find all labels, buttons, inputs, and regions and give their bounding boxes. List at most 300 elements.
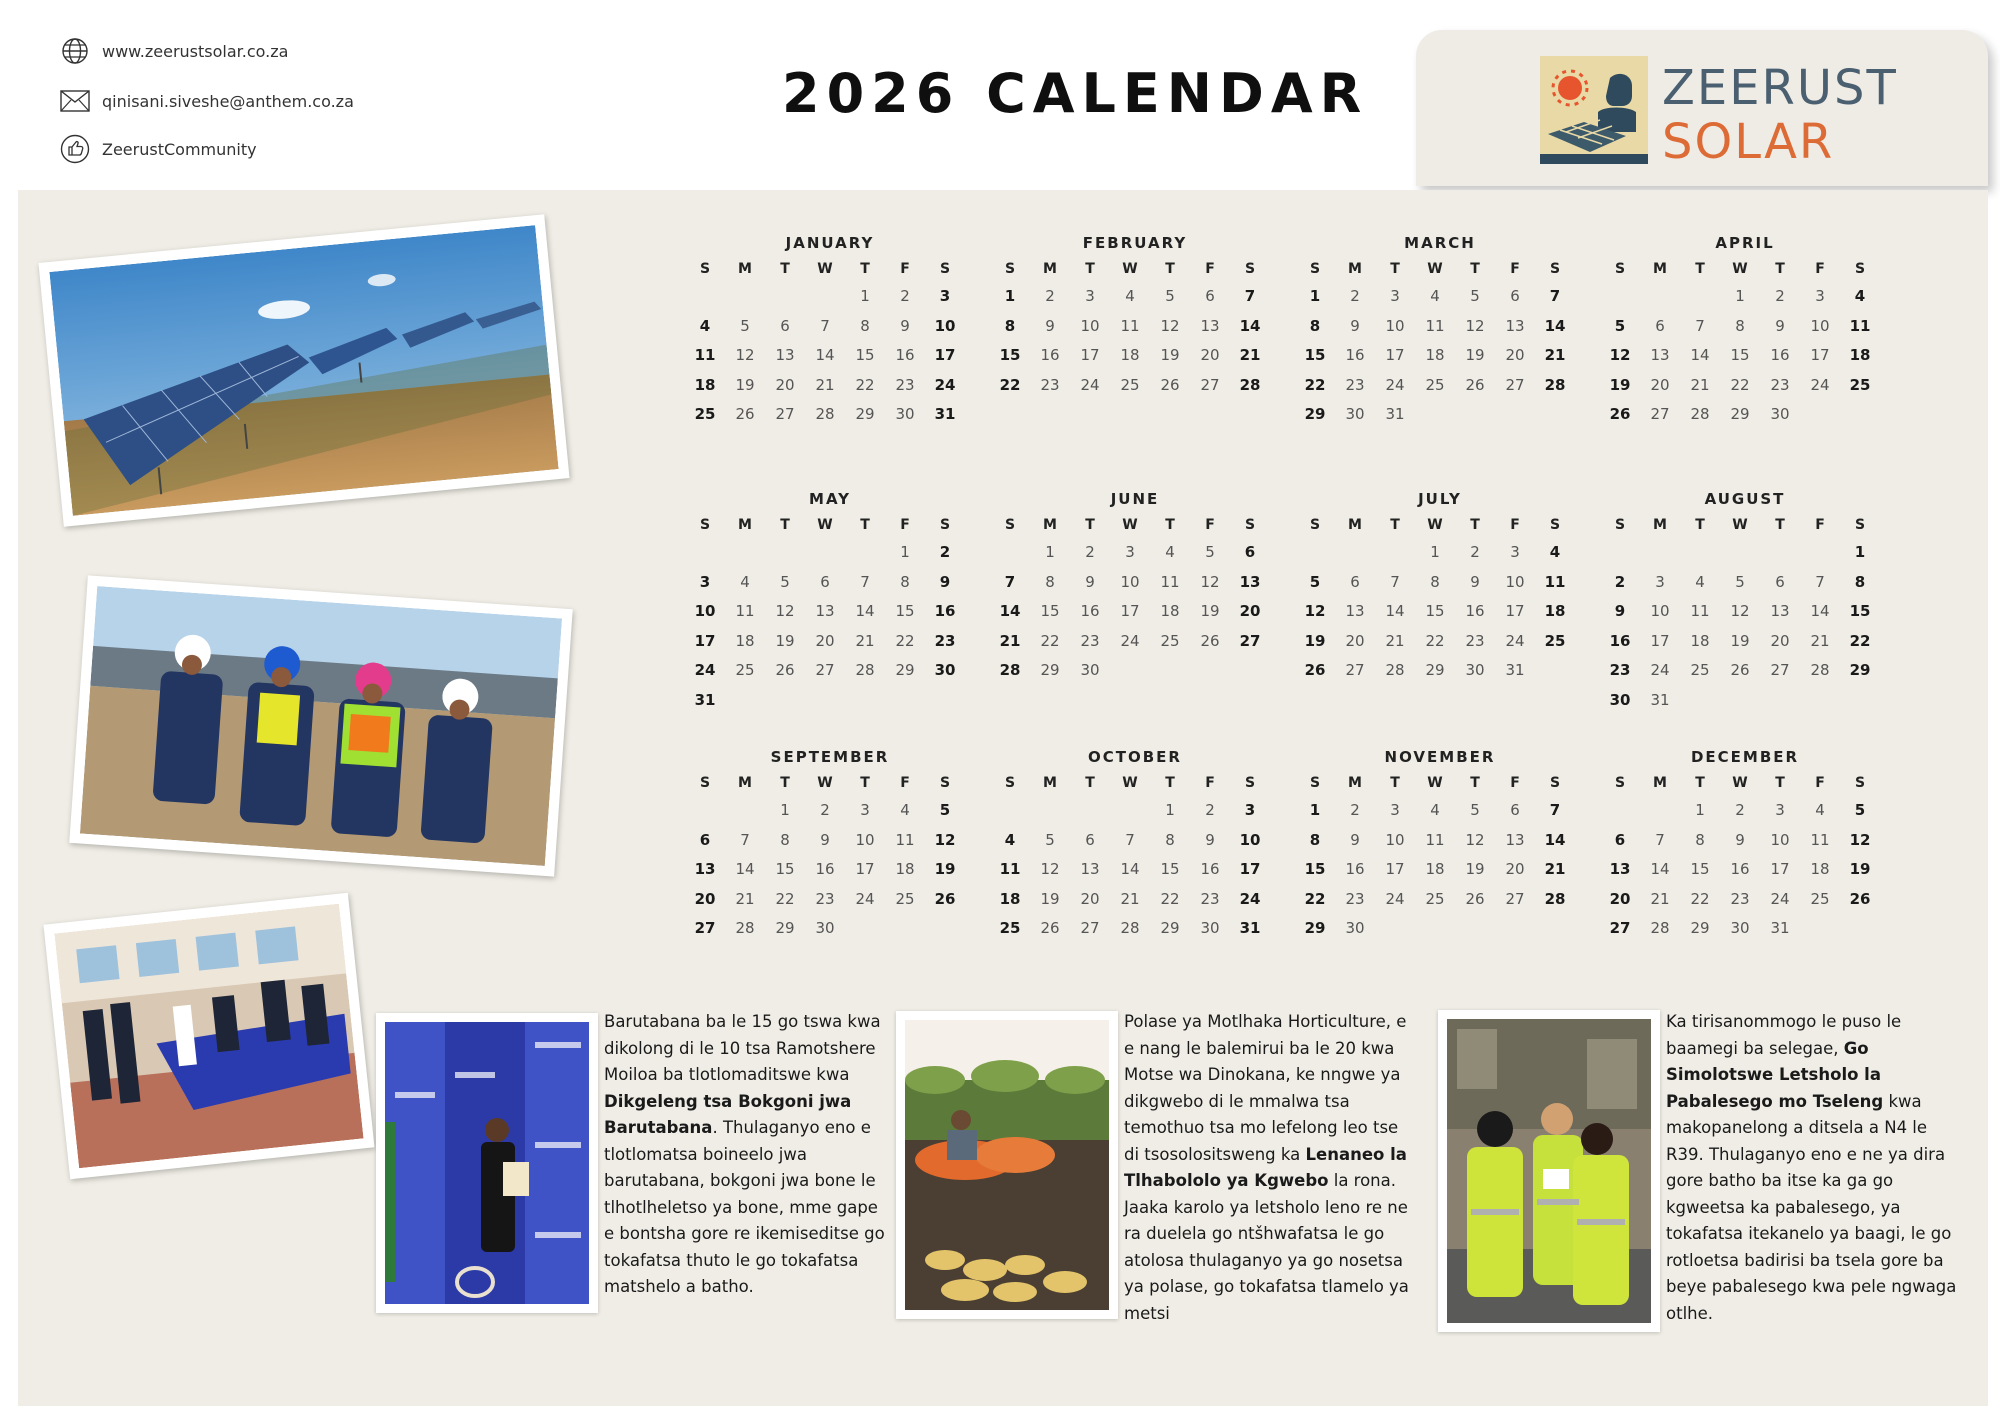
day-cell: 28: [855, 661, 875, 679]
day-cell: 9: [1470, 572, 1480, 591]
week-row: [1600, 686, 1890, 716]
weekday-label: F: [1815, 517, 1825, 533]
day-cell: 22: [1730, 375, 1750, 394]
day-cell: 30: [1345, 405, 1365, 423]
weekday-label: S: [1004, 775, 1016, 791]
weekday-label: M: [1653, 775, 1667, 791]
day-cell: 18: [1810, 860, 1830, 878]
story-text-2: [1124, 1009, 1414, 1327]
day-cell: 11: [999, 860, 1021, 878]
day-cell: 17: [1385, 346, 1405, 364]
week-row: [1295, 341, 1585, 371]
day-cell: 25: [999, 919, 1021, 937]
day-cell: 14: [999, 602, 1021, 620]
day-cell: 8: [1004, 316, 1016, 335]
day-cell: 28: [815, 405, 835, 423]
week-row: [1295, 796, 1585, 826]
day-cell: 10: [1650, 602, 1670, 620]
day-cell: 14: [1544, 316, 1566, 335]
week-row: [990, 885, 1280, 915]
day-cell: 30: [895, 405, 915, 423]
day-cell: 30: [1770, 405, 1790, 423]
day-cell: 8: [1695, 830, 1705, 849]
week-row: [990, 282, 1280, 312]
week-row: [990, 312, 1280, 342]
day-cell: 25: [895, 889, 915, 908]
day-cell: 16: [1345, 346, 1365, 364]
day-cell: 28: [1690, 405, 1710, 423]
day-cell: 30: [1730, 919, 1750, 937]
day-cell: 20: [1505, 860, 1525, 878]
weekday-label: F: [1205, 517, 1215, 533]
month-march: [1295, 234, 1585, 430]
week-row: [1295, 885, 1585, 915]
day-cell: 16: [895, 346, 915, 364]
day-cell: 12: [1849, 830, 1871, 849]
day-cell: 9: [1085, 572, 1095, 591]
website-text[interactable]: www.zeerustsolar.co.za: [102, 41, 289, 61]
day-cell: 21: [1650, 889, 1670, 908]
day-cell: 3: [1390, 287, 1400, 305]
day-cell: 29: [775, 919, 795, 937]
week-row: [1295, 627, 1585, 657]
day-cell: 29: [1304, 919, 1326, 937]
day-cell: 26: [1200, 631, 1220, 650]
month-name: MAY: [809, 490, 851, 508]
week-row: [685, 826, 975, 856]
day-cell: 11: [1690, 602, 1710, 620]
weekday-label: S: [939, 261, 951, 277]
day-cell: 20: [1239, 602, 1261, 620]
day-cell: 27: [1345, 661, 1365, 679]
day-cell: 2: [939, 543, 951, 561]
day-cell: 19: [1465, 860, 1485, 878]
day-cell: 26: [1040, 919, 1060, 937]
day-cell: 21: [1239, 346, 1261, 364]
empty-day-cell: [1760, 538, 1800, 568]
day-cell: 16: [1465, 602, 1485, 620]
day-cell: 9: [900, 316, 910, 335]
day-cell: 17: [1385, 860, 1405, 878]
month-name: JANUARY: [785, 234, 875, 252]
day-cell: 9: [1350, 316, 1360, 335]
day-cell: 18: [1425, 346, 1445, 364]
story-segment: Barutabana ba le 15 go tswa kwa dikolong di le 10 tsa Ramotshere Moiloa ba tlotlomaditswe kwa: [604, 1012, 881, 1084]
day-cell: 24: [934, 375, 956, 394]
week-row: [1295, 312, 1585, 342]
day-cell: 10: [1385, 830, 1405, 849]
day-cell: 4: [740, 572, 750, 591]
logo-word-zeerust: ZEERUST: [1662, 60, 1898, 116]
day-cell: 31: [1239, 919, 1261, 937]
day-cell: 20: [1650, 375, 1670, 394]
week-row: [685, 312, 975, 342]
day-cell: 16: [1040, 346, 1060, 364]
day-cell: 15: [895, 602, 915, 620]
day-cell: 3: [1510, 543, 1520, 561]
empty-day-cell: [1070, 796, 1110, 826]
weekday-label: S: [699, 775, 711, 791]
day-cell: 2: [1350, 287, 1360, 305]
day-cell: 21: [1544, 346, 1566, 364]
day-cell: 7: [1004, 572, 1016, 591]
day-cell: 1: [1735, 287, 1745, 305]
page-title: 2026 CALENDAR: [782, 62, 1369, 125]
day-cell: 22: [1304, 889, 1326, 908]
weekday-label: M: [738, 261, 752, 277]
social-text[interactable]: ZeerustCommunity: [102, 139, 257, 159]
day-cell: 12: [735, 346, 755, 364]
weekday-header: [685, 512, 975, 538]
day-cell: 21: [1810, 631, 1830, 650]
empty-day-cell: [765, 282, 805, 312]
day-cell: 8: [1165, 830, 1175, 849]
week-row: [685, 597, 975, 627]
day-cell: 11: [1120, 316, 1140, 335]
day-cell: 10: [1770, 830, 1790, 849]
empty-day-cell: [1800, 538, 1840, 568]
day-cell: 17: [694, 631, 716, 650]
day-cell: 27: [1080, 919, 1100, 937]
day-cell: 2: [1085, 543, 1095, 561]
weekday-label: W: [1122, 775, 1138, 791]
day-cell: 5: [1854, 801, 1866, 819]
weekday-header: [990, 770, 1280, 796]
weekday-label: M: [738, 775, 752, 791]
thumbs-up-icon: [60, 134, 90, 164]
week-row: [1295, 400, 1585, 430]
day-cell: 1: [1309, 801, 1321, 819]
weekday-label: W: [817, 517, 833, 533]
day-cell: 27: [775, 405, 795, 423]
day-cell: 6: [1655, 316, 1665, 335]
day-cell: 28: [1650, 919, 1670, 937]
day-cell: 25: [1120, 375, 1140, 394]
day-cell: 4: [1125, 287, 1135, 305]
weekday-label: F: [1815, 261, 1825, 277]
photo-workers: [69, 575, 573, 876]
day-cell: 13: [815, 602, 835, 620]
weekday-header: [685, 770, 975, 796]
empty-day-cell: [805, 282, 845, 312]
story-highlight: Go Simolotswe Letsholo la Pabalesego mo Tseleng: [1666, 1038, 1884, 1111]
month-april: [1600, 234, 1890, 430]
weekday-label: M: [1043, 261, 1057, 277]
day-cell: 24: [1810, 375, 1830, 394]
award-ceremony-image: [385, 1022, 589, 1304]
day-cell: 24: [1385, 375, 1405, 394]
day-cell: 26: [1465, 375, 1485, 394]
week-row: [685, 371, 975, 401]
empty-day-cell: [1840, 400, 1880, 430]
contact-website[interactable]: [60, 36, 288, 66]
day-cell: 6: [1510, 801, 1520, 819]
day-cell: 7: [820, 316, 830, 335]
weekday-label: S: [1854, 517, 1866, 533]
week-row: [1295, 826, 1585, 856]
day-cell: 15: [1304, 860, 1326, 878]
weekday-label: W: [1732, 517, 1748, 533]
day-cell: 27: [1650, 405, 1670, 423]
day-cell: 12: [1200, 572, 1220, 591]
week-row: [1600, 826, 1890, 856]
day-cell: 12: [1730, 602, 1750, 620]
day-cell: 5: [1470, 801, 1480, 819]
day-cell: 31: [1770, 919, 1790, 937]
day-cell: 9: [1775, 316, 1785, 335]
day-cell: 14: [735, 860, 755, 878]
weekday-label: T: [1695, 261, 1705, 277]
weekday-label: T: [860, 261, 870, 277]
weekday-label: T: [1085, 261, 1095, 277]
day-cell: 29: [855, 405, 875, 423]
day-cell: 28: [1810, 661, 1830, 679]
day-cell: 15: [1690, 860, 1710, 878]
empty-day-cell: [885, 686, 925, 716]
day-cell: 13: [1505, 316, 1525, 335]
day-cell: 1: [1004, 287, 1016, 305]
day-cell: 4: [1430, 287, 1440, 305]
day-cell: 30: [934, 661, 956, 679]
week-row: [1600, 597, 1890, 627]
day-cell: 14: [1690, 346, 1710, 364]
empty-day-cell: [1760, 686, 1800, 716]
empty-day-cell: [765, 538, 805, 568]
day-cell: 25: [694, 405, 716, 423]
day-cell: 1: [1430, 543, 1440, 561]
day-cell: 29: [1730, 405, 1750, 423]
day-cell: 10: [694, 602, 716, 620]
story-text-1: [604, 1009, 886, 1301]
week-row: [685, 796, 975, 826]
day-cell: 20: [1200, 346, 1220, 364]
photo-classroom: [43, 893, 374, 1180]
day-cell: 24: [1120, 631, 1140, 650]
day-cell: 7: [1655, 830, 1665, 849]
day-cell: 7: [860, 572, 870, 591]
weekday-label: S: [939, 775, 951, 791]
day-cell: 22: [1425, 631, 1445, 650]
day-cell: 20: [775, 375, 795, 394]
day-cell: 27: [694, 919, 716, 937]
day-cell: 14: [1810, 602, 1830, 620]
day-cell: 2: [1045, 287, 1055, 305]
day-cell: 23: [1200, 889, 1220, 908]
weekday-label: F: [1205, 261, 1215, 277]
day-cell: 13: [694, 860, 716, 878]
day-cell: 29: [1160, 919, 1180, 937]
empty-day-cell: [1680, 282, 1720, 312]
weekday-label: S: [1244, 261, 1256, 277]
day-cell: 29: [1040, 661, 1060, 679]
weekday-label: F: [1510, 261, 1520, 277]
day-cell: 8: [1309, 316, 1321, 335]
day-cell: 20: [1345, 631, 1365, 650]
week-row: [990, 796, 1280, 826]
month-name: JULY: [1418, 490, 1462, 508]
empty-day-cell: [1600, 538, 1640, 568]
empty-day-cell: [725, 796, 765, 826]
day-cell: 15: [1425, 602, 1445, 620]
day-cell: 13: [1345, 602, 1365, 620]
day-cell: 26: [934, 889, 956, 908]
day-cell: 20: [1770, 631, 1790, 650]
empty-day-cell: [1230, 656, 1270, 686]
day-cell: 21: [815, 375, 835, 394]
weekday-label: M: [1348, 261, 1362, 277]
weekday-label: S: [1854, 775, 1866, 791]
day-cell: 13: [1505, 830, 1525, 849]
day-cell: 4: [1165, 543, 1175, 561]
weekday-header: [990, 512, 1280, 538]
month-name: JUNE: [1110, 490, 1160, 508]
day-cell: 22: [1849, 631, 1871, 650]
weekday-label: T: [780, 517, 790, 533]
day-cell: 28: [1544, 375, 1566, 394]
week-row: [1600, 914, 1890, 944]
day-cell: 7: [1815, 572, 1825, 591]
empty-day-cell: [1190, 656, 1230, 686]
day-cell: 16: [1770, 346, 1790, 364]
day-cell: 13: [1650, 346, 1670, 364]
weekday-label: W: [1427, 517, 1443, 533]
day-cell: 14: [1385, 602, 1405, 620]
weekday-header: [1600, 512, 1890, 538]
day-cell: 19: [1849, 860, 1871, 878]
story-photo-3: [1438, 1010, 1660, 1332]
weekday-header: [1295, 770, 1585, 796]
day-cell: 13: [775, 346, 795, 364]
week-row: [685, 914, 975, 944]
classroom-image: [54, 904, 363, 1169]
day-cell: 27: [815, 661, 835, 679]
day-cell: 26: [1304, 661, 1326, 679]
day-cell: 18: [694, 375, 716, 394]
day-cell: 23: [1040, 375, 1060, 394]
day-cell: 20: [1609, 889, 1631, 908]
day-cell: 5: [1735, 572, 1745, 591]
day-cell: 21: [1385, 631, 1405, 650]
month-june: [990, 490, 1280, 686]
week-row: [990, 914, 1280, 944]
week-row: [685, 855, 975, 885]
envelope-icon: [60, 86, 90, 116]
day-cell: 25: [1690, 661, 1710, 679]
day-cell: 5: [1045, 830, 1055, 849]
day-cell: 3: [1775, 801, 1785, 819]
weekday-label: M: [1653, 517, 1667, 533]
day-cell: 6: [820, 572, 830, 591]
day-cell: 5: [740, 316, 750, 335]
day-cell: 11: [735, 602, 755, 620]
day-cell: 10: [1120, 572, 1140, 591]
day-cell: 30: [815, 919, 835, 937]
empty-day-cell: [1150, 656, 1190, 686]
empty-day-cell: [1535, 656, 1575, 686]
day-cell: 27: [1239, 631, 1261, 650]
day-cell: 9: [1045, 316, 1055, 335]
month-january: [685, 234, 975, 430]
week-row: [1295, 538, 1585, 568]
day-cell: 11: [1160, 572, 1180, 591]
day-cell: 1: [860, 287, 870, 305]
empty-day-cell: [1800, 914, 1840, 944]
day-cell: 27: [1505, 375, 1525, 394]
weekday-label: S: [1309, 775, 1321, 791]
empty-day-cell: [1600, 796, 1640, 826]
day-cell: 2: [820, 801, 830, 819]
day-cell: 31: [1650, 690, 1670, 709]
month-december: [1600, 748, 1890, 944]
empty-day-cell: [1295, 538, 1335, 568]
weekday-label: T: [1775, 261, 1785, 277]
month-name: NOVEMBER: [1384, 748, 1496, 766]
empty-day-cell: [685, 282, 725, 312]
weekday-label: T: [860, 775, 870, 791]
day-cell: 4: [900, 801, 910, 819]
empty-day-cell: [1680, 538, 1720, 568]
week-row: [1600, 656, 1890, 686]
day-cell: 13: [1770, 602, 1790, 620]
day-cell: 12: [1609, 346, 1631, 364]
contact-email[interactable]: [60, 86, 354, 116]
day-cell: 21: [855, 631, 875, 650]
day-cell: 29: [1425, 661, 1445, 679]
week-row: [1295, 568, 1585, 598]
email-text[interactable]: qinisani.siveshe@anthem.co.za: [102, 91, 354, 111]
day-cell: 19: [735, 375, 755, 394]
day-cell: 25: [1425, 375, 1445, 394]
day-cell: 9: [939, 572, 951, 591]
month-name: OCTOBER: [1088, 748, 1182, 766]
day-cell: 5: [1165, 287, 1175, 305]
weekday-label: S: [1614, 775, 1626, 791]
empty-day-cell: [990, 796, 1030, 826]
day-cell: 6: [1244, 543, 1256, 561]
story-segment: la rona. Jaaka karolo ya letsholo leno re ne ra duelela go ntšhwafatsa le go atolosa thulaganyo ya go nosetsa ya polase, go tokafatsa tlamelo ya metsi: [1124, 1171, 1409, 1323]
day-cell: 10: [1505, 572, 1525, 591]
weekday-label: F: [1815, 775, 1825, 791]
weekday-label: S: [699, 517, 711, 533]
empty-day-cell: [1600, 282, 1640, 312]
day-cell: 11: [1425, 316, 1445, 335]
contact-social[interactable]: [60, 134, 257, 164]
month-name: AUGUST: [1704, 490, 1786, 508]
weekday-label: W: [1732, 775, 1748, 791]
day-cell: 19: [1040, 889, 1060, 908]
month-name: APRIL: [1715, 234, 1775, 252]
day-cell: 5: [1470, 287, 1480, 305]
week-row: [685, 568, 975, 598]
month-february: [990, 234, 1280, 400]
empty-day-cell: [1720, 538, 1760, 568]
day-cell: 12: [934, 830, 956, 849]
day-cell: 1: [900, 543, 910, 561]
day-cell: 8: [1045, 572, 1055, 591]
weekday-label: S: [1614, 517, 1626, 533]
week-row: [990, 627, 1280, 657]
day-cell: 7: [1390, 572, 1400, 591]
week-row: [1600, 282, 1890, 312]
day-cell: 13: [1080, 860, 1100, 878]
day-cell: 15: [1160, 860, 1180, 878]
day-cell: 12: [1160, 316, 1180, 335]
day-cell: 23: [1345, 375, 1365, 394]
weekday-label: S: [1549, 261, 1561, 277]
day-cell: 20: [694, 889, 716, 908]
weekday-label: T: [1470, 261, 1480, 277]
day-cell: 11: [1849, 316, 1871, 335]
